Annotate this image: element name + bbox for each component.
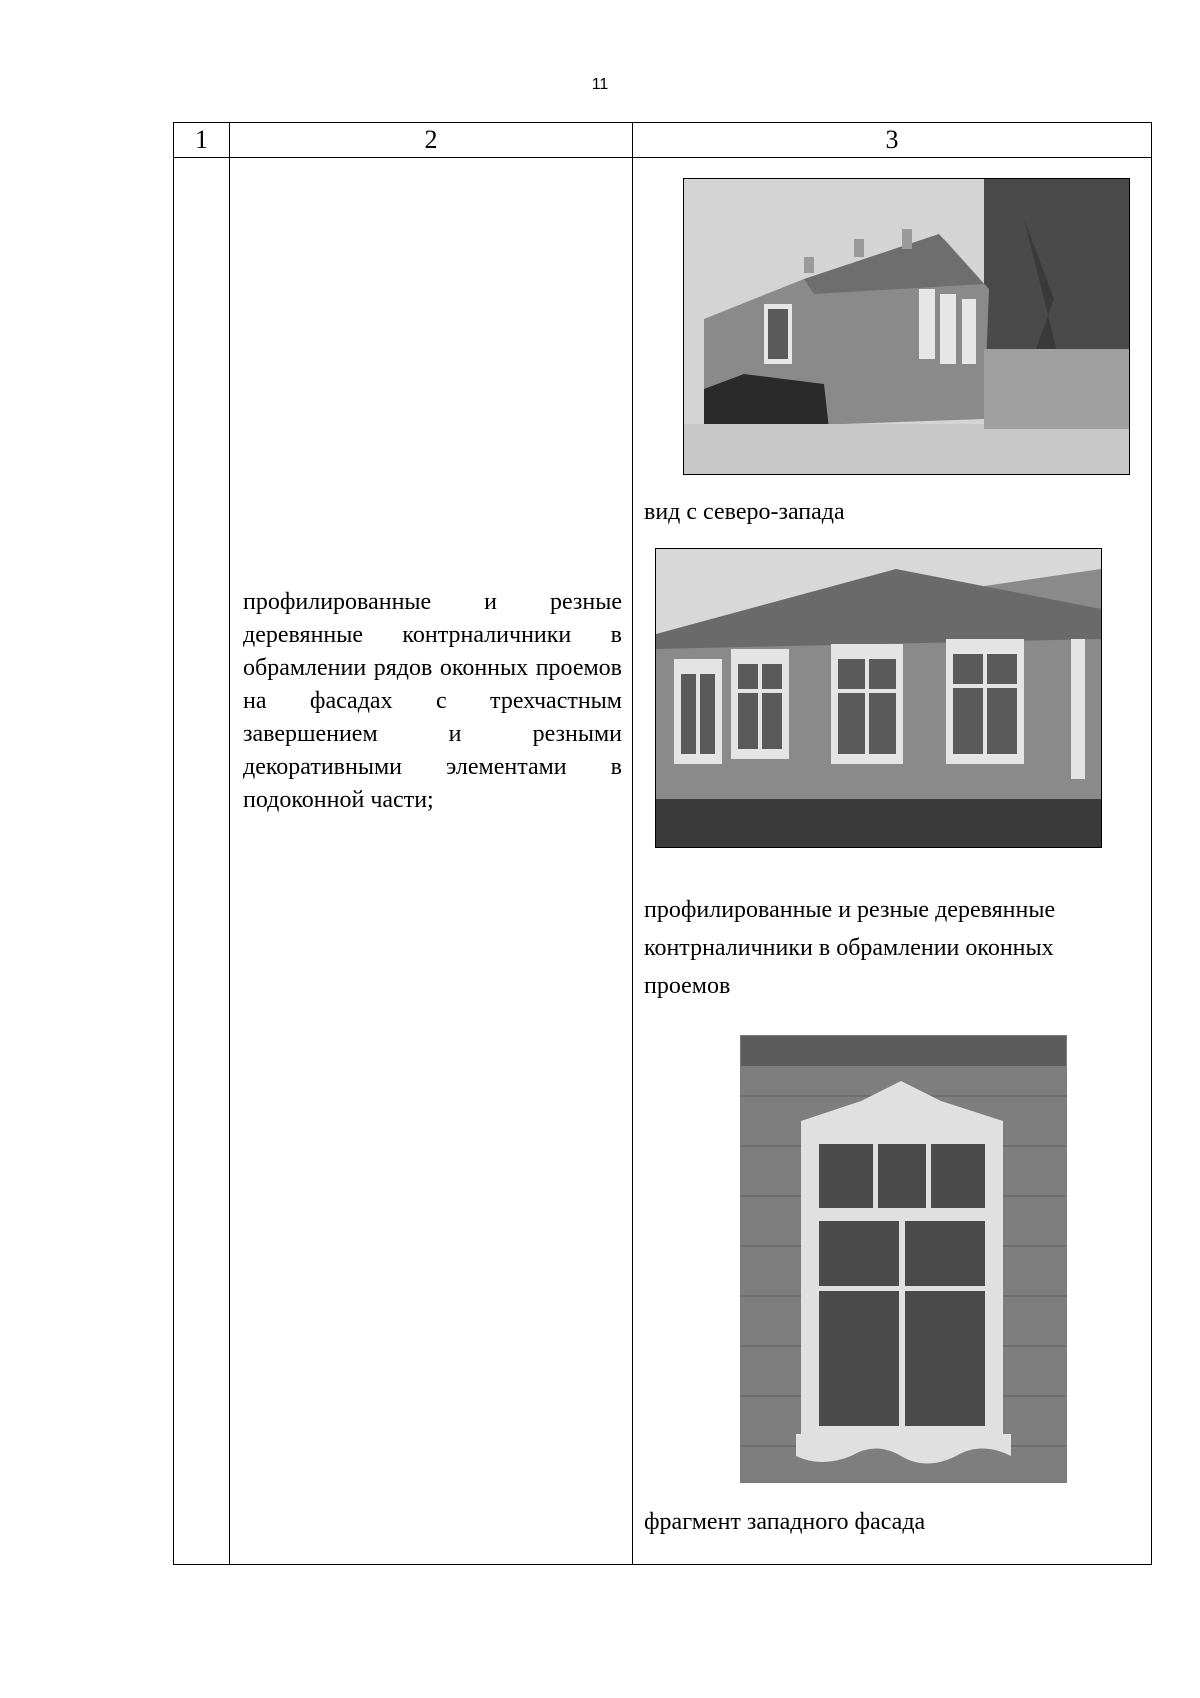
header-col-3: 3: [633, 123, 1152, 158]
header-col-1: 1: [174, 123, 230, 158]
page-number: 11: [591, 76, 609, 93]
photo-caption-2: профилированные и резные деревянные контрналичники в обрамлении оконных проемов: [644, 897, 1056, 999]
row-number-cell: [174, 158, 230, 1565]
description-text: профилированные и резные деревянные контрналичники в обрамлении рядов оконных проемов на фасадах с трехчастным завершением и резными декоративными элементами в подоконной части;: [243, 589, 622, 813]
photos-cell: [633, 158, 1152, 1565]
monument-table: [173, 122, 1152, 1565]
house-northwest-photo: [683, 178, 1130, 475]
photo-caption-1: вид с северо-запада: [644, 499, 845, 525]
windows-row-photo: [655, 548, 1102, 848]
description-cell: [230, 158, 633, 1565]
photo-caption-3: фрагмент западного фасада: [644, 1509, 926, 1535]
window-detail-photo: [740, 1035, 1067, 1483]
table-header-row: [174, 123, 1152, 158]
header-col-2: 2: [230, 123, 633, 158]
table-row: [174, 158, 1152, 1565]
